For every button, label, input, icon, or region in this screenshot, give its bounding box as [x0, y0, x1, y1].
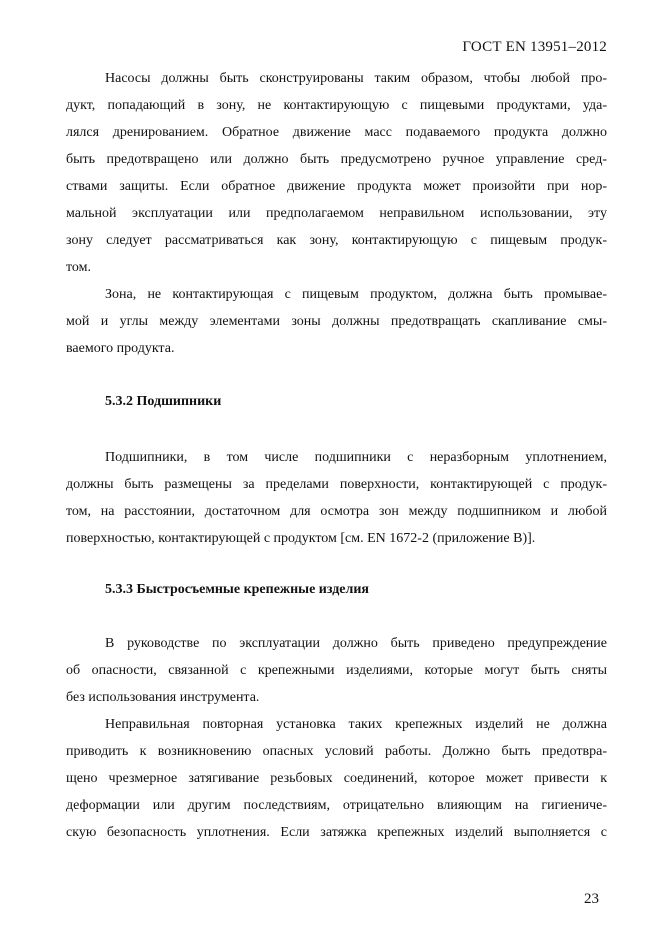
text-line: приводить к возникновению опасных условий работы. Должно быть предотвра- [66, 744, 607, 759]
text-line: зону следует рассматриваться как зону, контактирующую с пищевым продук- [66, 233, 607, 248]
paragraph-bearings [66, 444, 607, 552]
bearings-section [66, 444, 607, 552]
text-line: скую безопасность уплотнения. Если затяжка крепежных изделий выполняется с [66, 825, 607, 840]
text-line: быть предотвращено или должно быть предусмотрено ручное управление сред- [66, 152, 607, 167]
fasteners-section [66, 630, 607, 846]
text-line: Зона, не контактирующая с пищевым продуктом, должна быть промывае- [105, 287, 607, 302]
text-line: щено чрезмерное затягивание резьбовых соединений, которое может привести к [66, 771, 607, 786]
text-line: Подшипники, в том числе подшипники с неразборным уплотнением, [105, 450, 607, 465]
text-line: мой и углы между элементами зоны должны предотвращать скапливание смы- [66, 314, 607, 329]
text-line: деформации или другим последствиям, отрицательно влияющим на гигиениче- [66, 798, 607, 813]
page-header-standard-code: ГОСТ EN 13951–2012 [462, 39, 607, 55]
text-line: поверхностью, контактирующей с продуктом [см. EN 1672-2 (приложение В)]. [66, 531, 536, 546]
section-heading-fasteners: 5.3.3 Быстросъемные крепежные изделия [105, 582, 370, 597]
text-line: ствами защиты. Если обратное движение продукта может произойти при нор- [66, 179, 607, 194]
text-line: Неправильная повторная установка таких крепежных изделий не должна [105, 717, 607, 732]
text-line: мальной эксплуатации или предполагаемом неправильном использовании, эту [66, 206, 607, 221]
text-line: том. [66, 260, 92, 275]
intro-section [66, 65, 607, 362]
text-line: Насосы должны быть сконструированы таким образом, чтобы любой про- [105, 71, 607, 86]
text-line: должны быть размещены за пределами поверхности, контактирующей с продук- [66, 477, 607, 492]
text-line: лялся дренированием. Обратное движение масс подаваемого продукта должно [66, 125, 607, 140]
page-number: 23 [584, 891, 599, 907]
text-line: В руководстве по эксплуатации должно быть приведено предупреждение [105, 636, 607, 651]
paragraph-non-food-zone [66, 281, 607, 362]
paragraph-reinstallation [66, 711, 607, 846]
text-line: без использования инструмента. [66, 690, 260, 705]
paragraph-pumps [66, 65, 607, 281]
paragraph-manual-warning [66, 630, 607, 711]
text-line: дукт, попадающий в зону, не контактирующую с пищевыми продуктами, уда- [66, 98, 607, 113]
text-line: об опасности, связанной с крепежными изделиями, которые могут быть сняты [66, 663, 607, 678]
text-line: том, на расстоянии, достаточном для осмотра зон между подшипником и любой [66, 504, 607, 519]
section-heading-bearings: 5.3.2 Подшипники [105, 394, 222, 409]
text-line: ваемого продукта. [66, 341, 175, 356]
